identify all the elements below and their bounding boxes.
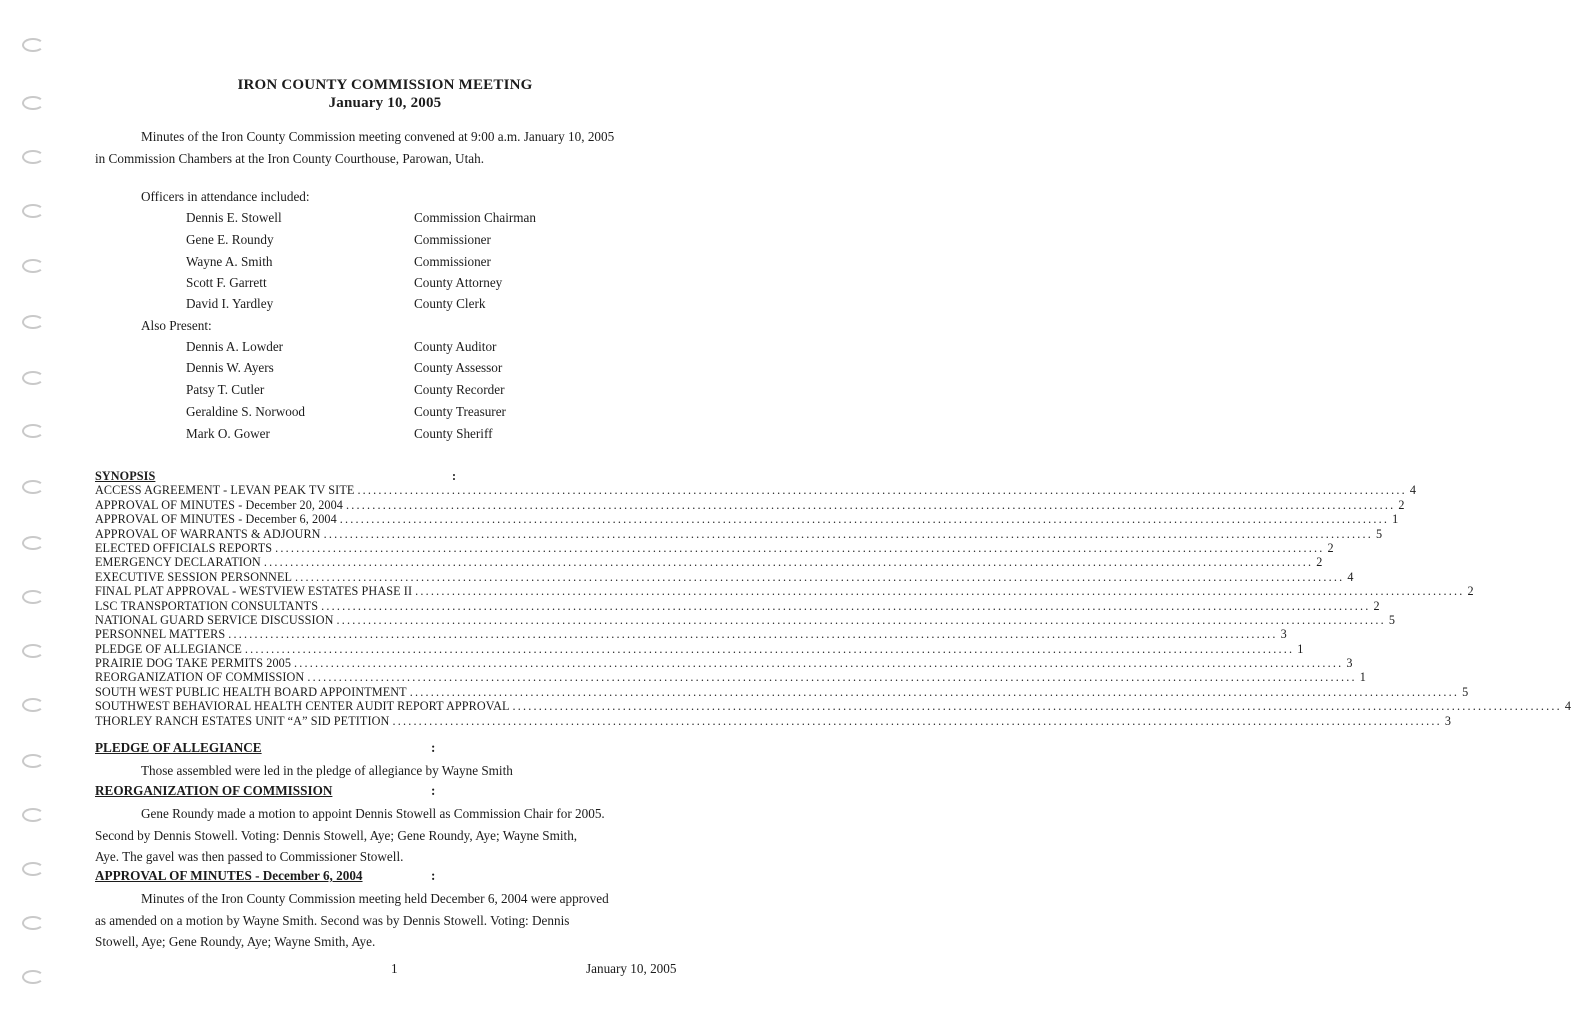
synopsis-item-page: 4 bbox=[1409, 483, 1417, 498]
synopsis-item-page: 3 bbox=[1280, 627, 1287, 642]
synopsis-item-page: 3 bbox=[1444, 713, 1452, 728]
punch-hole-icon bbox=[22, 38, 44, 52]
synopsis-item-label: EXECUTIVE SESSION PERSONNEL bbox=[95, 569, 293, 584]
punch-hole-icon bbox=[22, 590, 44, 604]
synopsis-item-page: 5 bbox=[1375, 526, 1383, 541]
synopsis-item-page: 2 bbox=[1373, 598, 1380, 613]
dot-leader: ........................................................................................................................................................................................................ bbox=[415, 584, 1465, 599]
synopsis-item-label: APPROVAL OF WARRANTS & ADJOURN bbox=[95, 526, 321, 541]
synopsis-item bbox=[95, 598, 1380, 613]
synopsis-item bbox=[95, 684, 1469, 699]
dot-leader: ........................................................................................................................................................................................................ bbox=[336, 612, 1386, 627]
footer-date: January 10, 2005 bbox=[586, 961, 677, 976]
dot-leader: ........................................................................................................................................................................................................ bbox=[392, 713, 1442, 728]
officer-name: Dennis E. Stowell bbox=[186, 210, 282, 225]
dot-leader: ........................................................................................................................................................................................................ bbox=[228, 627, 1278, 642]
punch-hole-icon bbox=[22, 754, 44, 768]
punch-hole-icon bbox=[22, 259, 44, 273]
synopsis-item bbox=[95, 641, 1304, 656]
dot-leader: ........................................................................................................................................................................................................ bbox=[263, 555, 1314, 570]
synopsis-item bbox=[95, 512, 1399, 527]
officer-name: Gene E. Roundy bbox=[186, 232, 274, 247]
reorg-title: REORGANIZATION OF COMMISSION bbox=[95, 783, 333, 798]
synopsis-colon: : bbox=[452, 469, 457, 483]
minutes-title: APPROVAL OF MINUTES - December 6, 2004 bbox=[95, 868, 363, 883]
intro-line-2: in Commission Chambers at the Iron County Courthouse, Parowan, Utah. bbox=[95, 151, 484, 166]
staff-role: County Recorder bbox=[414, 382, 505, 397]
synopsis-item bbox=[95, 555, 1323, 570]
synopsis-item-label: PRAIRIE DOG TAKE PERMITS 2005 bbox=[95, 656, 292, 671]
staff-role: County Auditor bbox=[414, 339, 497, 354]
pledge-heading bbox=[95, 740, 436, 756]
synopsis-item-label: PERSONNEL MATTERS bbox=[95, 627, 226, 642]
synopsis-item-page: 3 bbox=[1346, 656, 1353, 671]
reorg-line-2: Second by Dennis Stowell. Voting: Dennis Stowell, Aye; Gene Roundy, Aye; Wayne Smith, bbox=[95, 828, 578, 843]
synopsis-item bbox=[95, 526, 1383, 541]
synopsis-item bbox=[95, 584, 1474, 599]
punch-hole-icon bbox=[22, 862, 44, 876]
punch-hole-icon bbox=[22, 204, 44, 218]
synopsis-heading bbox=[95, 469, 687, 483]
synopsis-item bbox=[95, 656, 1353, 671]
minutes-line-2: as amended on a motion by Wayne Smith. Second was by Dennis Stowell. Voting: Dennis bbox=[95, 913, 570, 928]
punch-hole-icon bbox=[22, 644, 44, 658]
punch-hole-icon bbox=[22, 371, 44, 385]
reorg-line-1: Gene Roundy made a motion to appoint Dennis Stowell as Commission Chair for 2005. bbox=[141, 806, 605, 821]
officer-name: Scott F. Garrett bbox=[186, 275, 267, 290]
officer-role: Commission Chairman bbox=[414, 210, 536, 225]
punch-hole-icon bbox=[22, 916, 44, 930]
staff-name: Dennis W. Ayers bbox=[186, 360, 274, 375]
synopsis-item-label: REORGANIZATION OF COMMISSION bbox=[95, 670, 305, 685]
punch-hole-icon bbox=[22, 698, 44, 712]
synopsis-item-label: FINAL PLAT APPROVAL - WESTVIEW ESTATES PHASE II bbox=[95, 584, 413, 599]
punch-hole-icon bbox=[22, 536, 44, 550]
pledge-colon: : bbox=[431, 740, 436, 755]
dot-leader: ........................................................................................................................................................................................................ bbox=[307, 670, 1357, 685]
officer-role: Commissioner bbox=[414, 232, 491, 247]
staff-role: County Treasurer bbox=[414, 404, 506, 419]
minutes-line-1: Minutes of the Iron County Commission meeting held December 6, 2004 were approved bbox=[141, 891, 609, 906]
synopsis-item bbox=[95, 713, 1452, 728]
dot-leader: ........................................................................................................................................................................................................ bbox=[275, 540, 1325, 555]
synopsis-item-label: THORLEY RANCH ESTATES UNIT “A” SID PETITION bbox=[95, 713, 390, 728]
synopsis-item-page: 2 bbox=[1316, 555, 1323, 570]
reorg-line-3: Aye. The gavel was then passed to Commissioner Stowell. bbox=[95, 849, 404, 864]
dot-leader: ........................................................................................................................................................................................................ bbox=[409, 684, 1460, 699]
synopsis-item-page: 5 bbox=[1388, 612, 1396, 627]
synopsis-item bbox=[95, 569, 1354, 584]
synopsis-item-label: EMERGENCY DECLARATION bbox=[95, 555, 261, 570]
synopsis-item bbox=[95, 627, 1287, 642]
synopsis-item bbox=[95, 540, 1334, 555]
synopsis-item-label: PLEDGE OF ALLEGIANCE bbox=[95, 641, 242, 656]
punch-hole-icon bbox=[22, 315, 44, 329]
dot-leader: ........................................................................................................................................................................................................ bbox=[294, 656, 1344, 671]
staff-name: Patsy T. Cutler bbox=[186, 382, 265, 397]
staff-name: Geraldine S. Norwood bbox=[186, 404, 306, 419]
synopsis-item bbox=[95, 612, 1396, 627]
minutes-line-3: Stowell, Aye; Gene Roundy, Aye; Wayne Smith, Aye. bbox=[95, 934, 376, 949]
synopsis-item-page: 1 bbox=[1392, 512, 1399, 527]
synopsis-item-page: 4 bbox=[1564, 699, 1571, 714]
document-title: IRON COUNTY COMMISSION MEETING bbox=[237, 77, 533, 93]
page-number: 1 bbox=[391, 961, 398, 976]
synopsis-item-page: 1 bbox=[1297, 641, 1304, 656]
staff-role: County Assessor bbox=[414, 360, 503, 375]
document-date: January 10, 2005 bbox=[328, 95, 442, 111]
dot-leader: ........................................................................................................................................................................................................ bbox=[339, 512, 1390, 527]
intro-line-1: Minutes of the Iron County Commission meeting convened at 9:00 a.m. January 10, 2005 bbox=[141, 129, 615, 144]
also-present-label: Also Present: bbox=[141, 318, 212, 333]
synopsis-title: SYNOPSIS bbox=[95, 469, 156, 483]
punch-hole-icon bbox=[22, 424, 44, 438]
synopsis-item-page: 2 bbox=[1398, 497, 1405, 512]
synopsis-item-page: 4 bbox=[1347, 569, 1354, 584]
dot-leader: ........................................................................................................................................................................................................ bbox=[323, 526, 1373, 541]
synopsis-item-label: SOUTHWEST BEHAVIORAL HEALTH CENTER AUDIT REPORT APPROVAL bbox=[95, 699, 510, 714]
synopsis-item-page: 2 bbox=[1467, 584, 1474, 599]
punch-hole-icon bbox=[22, 808, 44, 822]
synopsis-item-label: APPROVAL OF MINUTES - December 20, 2004 bbox=[95, 497, 343, 512]
dot-leader: ........................................................................................................................................................................................................ bbox=[357, 483, 1407, 498]
staff-role: County Sheriff bbox=[414, 426, 493, 441]
dot-leader: ........................................................................................................................................................................................................ bbox=[321, 598, 1371, 613]
synopsis-item-page: 5 bbox=[1462, 684, 1469, 699]
synopsis-item-page: 2 bbox=[1327, 540, 1334, 555]
reorg-colon: : bbox=[431, 783, 436, 798]
officers-label: Officers in attendance included: bbox=[141, 189, 310, 204]
dot-leader: ........................................................................................................................................................................................................ bbox=[244, 641, 1295, 656]
pledge-title: PLEDGE OF ALLEGIANCE bbox=[95, 740, 262, 755]
staff-name: Mark O. Gower bbox=[186, 426, 270, 441]
officer-role: Commissioner bbox=[414, 254, 491, 269]
synopsis-item-label: ELECTED OFFICIALS REPORTS bbox=[95, 540, 273, 555]
officer-role: County Clerk bbox=[414, 296, 486, 311]
synopsis-item-label: ACCESS AGREEMENT - LEVAN PEAK TV SITE bbox=[95, 483, 355, 498]
minutes-colon: : bbox=[431, 868, 436, 883]
staff-name: Dennis A. Lowder bbox=[186, 339, 284, 354]
pledge-text: Those assembled were led in the pledge of allegiance by Wayne Smith bbox=[141, 763, 513, 778]
synopsis-item bbox=[95, 670, 1366, 685]
punch-hole-icon bbox=[22, 970, 44, 984]
dot-leader: ........................................................................................................................................................................................................ bbox=[345, 497, 1396, 512]
reorg-heading bbox=[95, 783, 436, 799]
dot-leader: ........................................................................................................................................................................................................ bbox=[295, 569, 1345, 584]
synopsis-item-label: LSC TRANSPORTATION CONSULTANTS bbox=[95, 598, 319, 613]
officer-name: Wayne A. Smith bbox=[186, 254, 273, 269]
dot-leader: ........................................................................................................................................................................................................ bbox=[512, 699, 1562, 714]
synopsis-item bbox=[95, 497, 1405, 512]
synopsis-item-label: NATIONAL GUARD SERVICE DISCUSSION bbox=[95, 612, 334, 627]
officer-role: County Attorney bbox=[414, 275, 503, 290]
synopsis-item-page: 1 bbox=[1359, 670, 1366, 685]
synopsis-item-label: APPROVAL OF MINUTES - December 6, 2004 bbox=[95, 512, 337, 527]
punch-hole-icon bbox=[22, 480, 44, 494]
minutes-heading bbox=[95, 868, 436, 884]
synopsis-list bbox=[95, 469, 1571, 728]
officer-name: David I. Yardley bbox=[186, 296, 274, 311]
synopsis-item bbox=[95, 699, 1571, 714]
synopsis-item bbox=[95, 483, 1417, 498]
punch-hole-icon bbox=[22, 150, 44, 164]
synopsis-item-label: SOUTH WEST PUBLIC HEALTH BOARD APPOINTMENT bbox=[95, 684, 407, 699]
